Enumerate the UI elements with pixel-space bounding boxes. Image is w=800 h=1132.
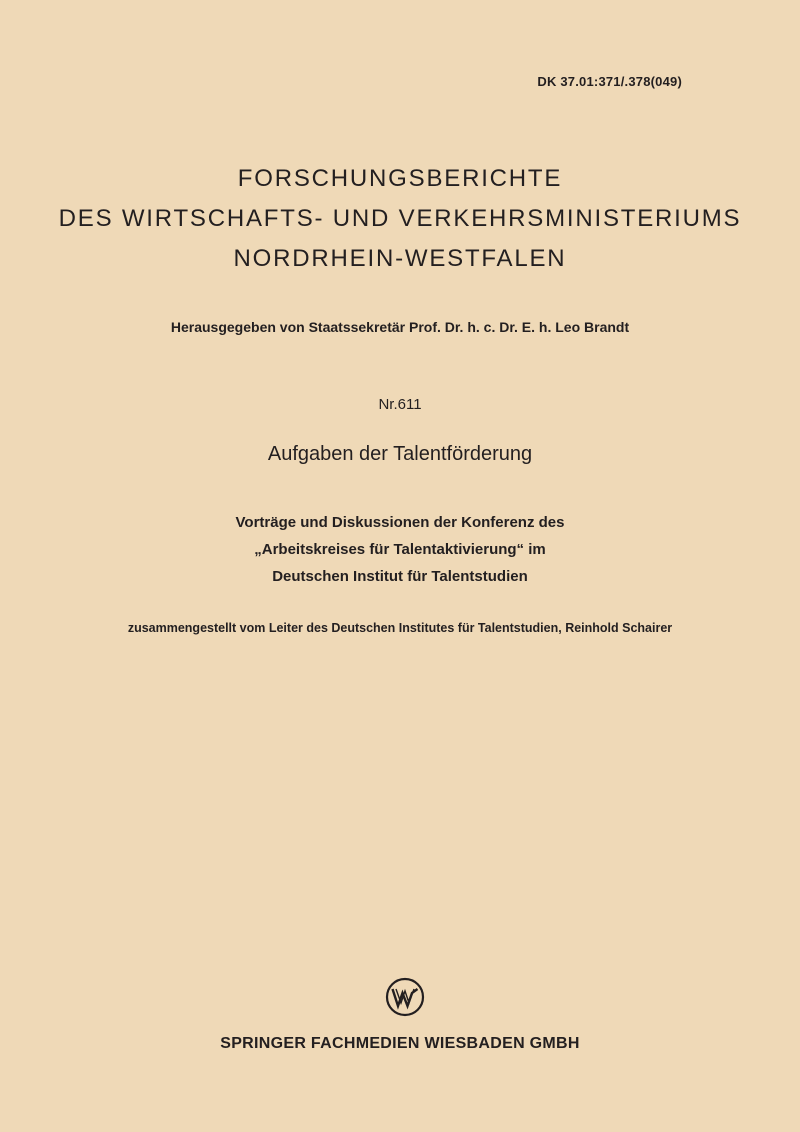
series-title-line-3: NORDRHEIN-WESTFALEN [233, 245, 567, 272]
book-title: Aufgaben der Talentförderung [267, 443, 533, 465]
subtitle-line-3: Deutschen Institut für Talentstudien [272, 568, 528, 585]
classification-code: DK 37.01:371/.378(049) [537, 74, 682, 89]
springer-w-logo-icon [385, 977, 425, 1017]
subtitle-line-1: Vorträge und Diskussionen der Konferenz des [235, 514, 565, 531]
subtitle-line-2: „Arbeitskreises für Talentaktivierung“ im [254, 541, 546, 558]
series-title-line-1: FORSCHUNGSBERICHTE [237, 165, 563, 192]
compiled-by-line: zusammengestellt vom Leiter des Deutschen Institutes für Talentstudien, Reinhold Schairer [127, 621, 673, 635]
publisher-name: SPRINGER FACHMEDIEN WIESBADEN GMBH [220, 1035, 580, 1052]
issue-number: Nr.611 [378, 396, 422, 413]
editor-line: Herausgegeben von Staatssekretär Prof. Dr. h. c. Dr. E. h. Leo Brandt [170, 319, 630, 335]
series-title-line-2: DES WIRTSCHAFTS- UND VERKEHRSMINISTERIUMS [58, 205, 742, 232]
